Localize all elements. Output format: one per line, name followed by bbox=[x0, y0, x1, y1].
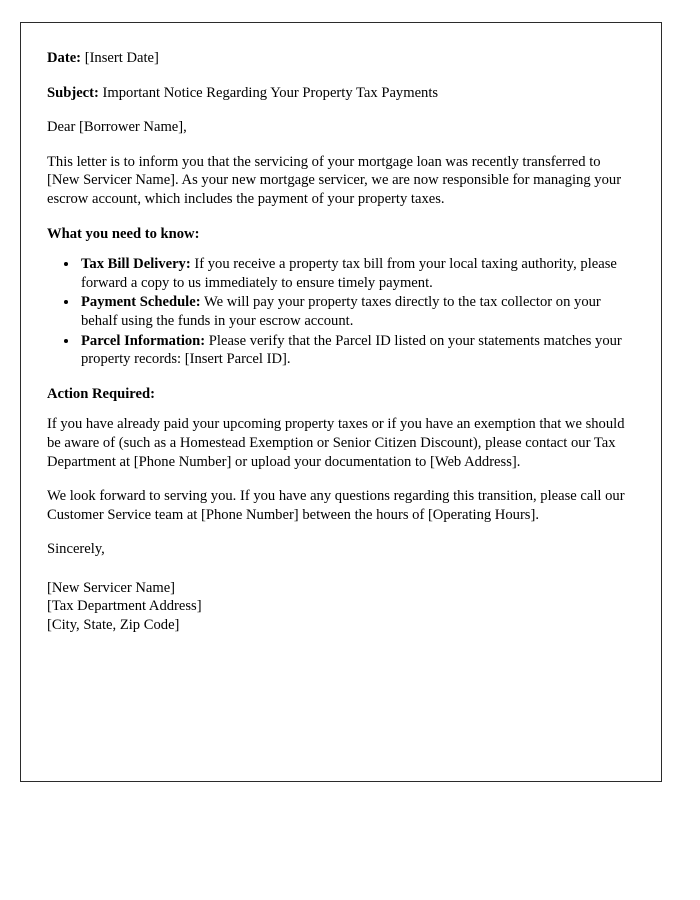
bullet-lead: Tax Bill Delivery: bbox=[81, 256, 191, 273]
list-item bbox=[79, 332, 636, 369]
list-item bbox=[79, 255, 636, 292]
subject-label: Subject: bbox=[47, 84, 99, 101]
action-required-heading: Action Required: bbox=[47, 385, 155, 402]
closing-paragraph: We look forward to serving you. If you have any questions regarding this transition, please call our Customer Service team at [Phone Number] between the hours of [Operating Hours]. bbox=[47, 488, 625, 523]
action-required-paragraph: If you have already paid your upcoming property taxes or if you have an exemption that we should be aware of (such as a Homestead Exemption or Senior Citizen Discount), please contact our Tax Department at [Phone Number] or upload your documentation to [Web Address]. bbox=[47, 416, 625, 470]
bullet-text: If you receive a property tax bill from your local taxing authority, please forward a copy to us immediately to ensure timely payment. bbox=[81, 256, 617, 291]
bullet-text: We will pay your property taxes directly to the tax collector on your behalf using the funds in your escrow account. bbox=[81, 294, 601, 329]
date-label: Date: bbox=[47, 50, 82, 66]
bullet-text: Please verify that the Parcel ID listed on your statements matches your property records: [Insert Parcel ID]. bbox=[81, 332, 622, 368]
date-line bbox=[47, 49, 636, 68]
signature-department-address: [Tax Department Address] bbox=[47, 598, 202, 615]
signature-city-state-zip: [City, State, Zip Code] bbox=[47, 617, 180, 634]
bullet-lead: Payment Schedule: bbox=[81, 294, 201, 311]
bullet-lead: Parcel Information: bbox=[81, 332, 206, 349]
notice-bullet-list bbox=[47, 255, 636, 369]
subject-value: Important Notice Regarding Your Property Tax Payments bbox=[102, 84, 439, 101]
intro-paragraph: This letter is to inform you that the servicing of your mortgage loan was recently transferred to [New Servicer Name]. As your new mortgage servicer, we are now responsible for managing your escrow account, which includes the payment of your property taxes. bbox=[47, 153, 622, 207]
date-value: [Insert Date] bbox=[84, 50, 159, 66]
letter-page-border bbox=[20, 22, 662, 782]
letter-content bbox=[21, 23, 661, 635]
subject-line bbox=[47, 84, 636, 103]
sign-off: Sincerely, bbox=[47, 541, 105, 558]
list-item bbox=[79, 293, 636, 330]
signature-block bbox=[47, 579, 636, 635]
salutation: Dear [Borrower Name], bbox=[47, 119, 187, 136]
what-you-need-to-know-heading: What you need to know: bbox=[47, 225, 200, 242]
signature-servicer-name: [New Servicer Name] bbox=[47, 579, 176, 596]
